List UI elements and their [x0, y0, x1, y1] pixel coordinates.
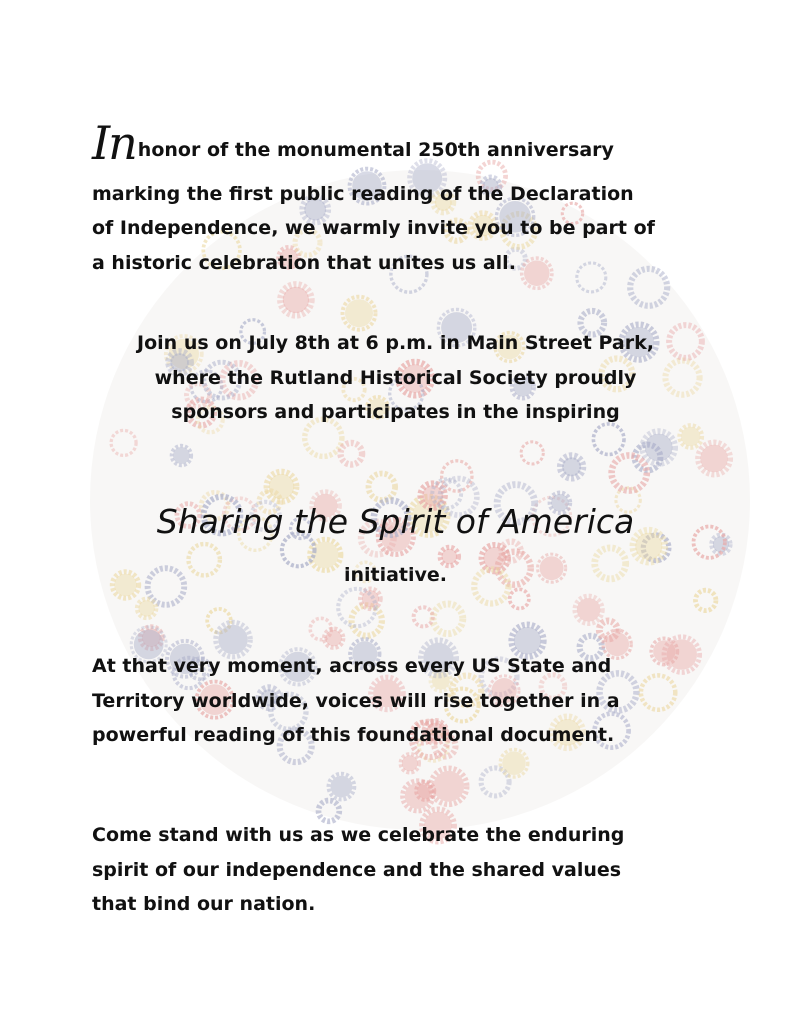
intro-paragraph	[92, 116, 655, 280]
closing-paragraph	[92, 818, 624, 922]
moment-paragraph	[92, 649, 620, 753]
drop-cap: In	[92, 116, 136, 170]
moment-line-2: Territory worldwide, voices will rise together in a	[92, 689, 620, 712]
moment-line-1: At that very moment, across every US State and	[92, 655, 612, 677]
event-line-1: Join us on July 8th at 6 p.m. in Main Street Park,	[137, 332, 654, 354]
event-line-2: where the Rutland Historical Society proudly	[154, 366, 637, 389]
initiative-suffix: initiative.	[343, 564, 448, 586]
intro-line-4: a historic celebration that unites us all.	[92, 251, 516, 274]
initiative-title: Sharing the Spirit of America	[156, 502, 635, 541]
intro-line-1	[92, 116, 655, 170]
event-line-3: sponsors and participates in the inspiring	[171, 401, 620, 423]
intro-line-1-text: honor of the monumental 250th anniversary	[137, 139, 614, 161]
closing-line-3: that bind our nation.	[92, 893, 316, 915]
event-paragraph	[0, 326, 791, 430]
moment-line-3: powerful reading of this foundational document.	[92, 724, 615, 746]
intro-line-2: marking the first public reading of the Declaration	[92, 182, 634, 205]
intro-line-3: of Independence, we warmly invite you to be part of	[92, 217, 655, 239]
closing-line-1: Come stand with us as we celebrate the enduring	[92, 824, 625, 846]
closing-line-2: spirit of our independence and the shared values	[92, 858, 622, 881]
